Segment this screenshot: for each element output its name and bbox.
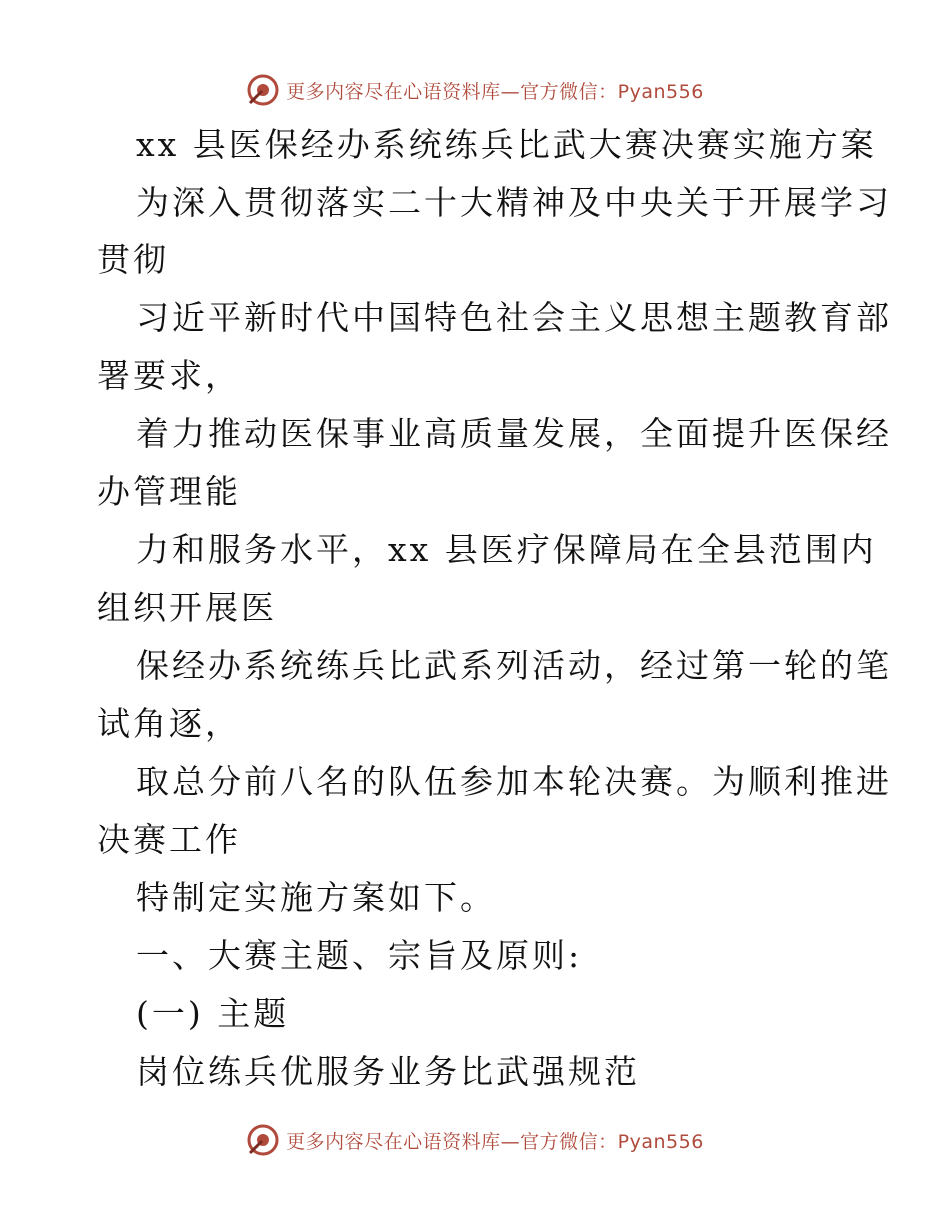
paragraph-line: 特制定实施方案如下。 — [136, 878, 496, 917]
paragraph-line: 保经办系统练兵比武系列活动，经过第一轮的笔 — [136, 646, 892, 685]
paragraph-line: 取总分前八名的队伍参加本轮决赛。为顺利推进 — [136, 762, 892, 801]
header-banner — [0, 68, 950, 112]
paragraph-line: 贯彻 — [97, 240, 169, 279]
paragraph-line: 署要求， — [97, 356, 241, 395]
subsection-heading: (一) 主题 — [136, 994, 290, 1033]
paragraph-line: 为深入贯彻落实二十大精神及中央关于开展学习 — [136, 183, 892, 222]
header-banner-text: 更多内容尽在心语资料库—官方微信：Pyan556 — [286, 80, 704, 103]
paragraph-line: 组织开展医 — [97, 588, 277, 627]
footer-banner-text: 更多内容尽在心语资料库—官方微信：Pyan556 — [286, 1130, 704, 1153]
document-title: xx 县医保经办系统练兵比武大赛决赛实施方案 — [136, 125, 877, 164]
paragraph-line: 岗位练兵优服务业务比武强规范 — [136, 1052, 640, 1091]
paragraph-line: 力和服务水平，xx 县医疗保障局在全县范围内 — [136, 530, 877, 569]
section-heading: 一、大赛主题、宗旨及原则: — [136, 936, 583, 975]
quill-seal-icon — [246, 1123, 280, 1157]
paragraph-line: 试角逐， — [97, 704, 241, 743]
paragraph-line: 习近平新时代中国特色社会主义思想主题教育部 — [136, 298, 892, 337]
footer-banner — [0, 1118, 950, 1162]
paragraph-line: 决赛工作 — [97, 820, 241, 859]
quill-seal-icon — [246, 73, 280, 107]
paragraph-line: 着力推动医保事业高质量发展，全面提升医保经 — [136, 414, 892, 453]
paragraph-line: 办管理能 — [97, 472, 241, 511]
